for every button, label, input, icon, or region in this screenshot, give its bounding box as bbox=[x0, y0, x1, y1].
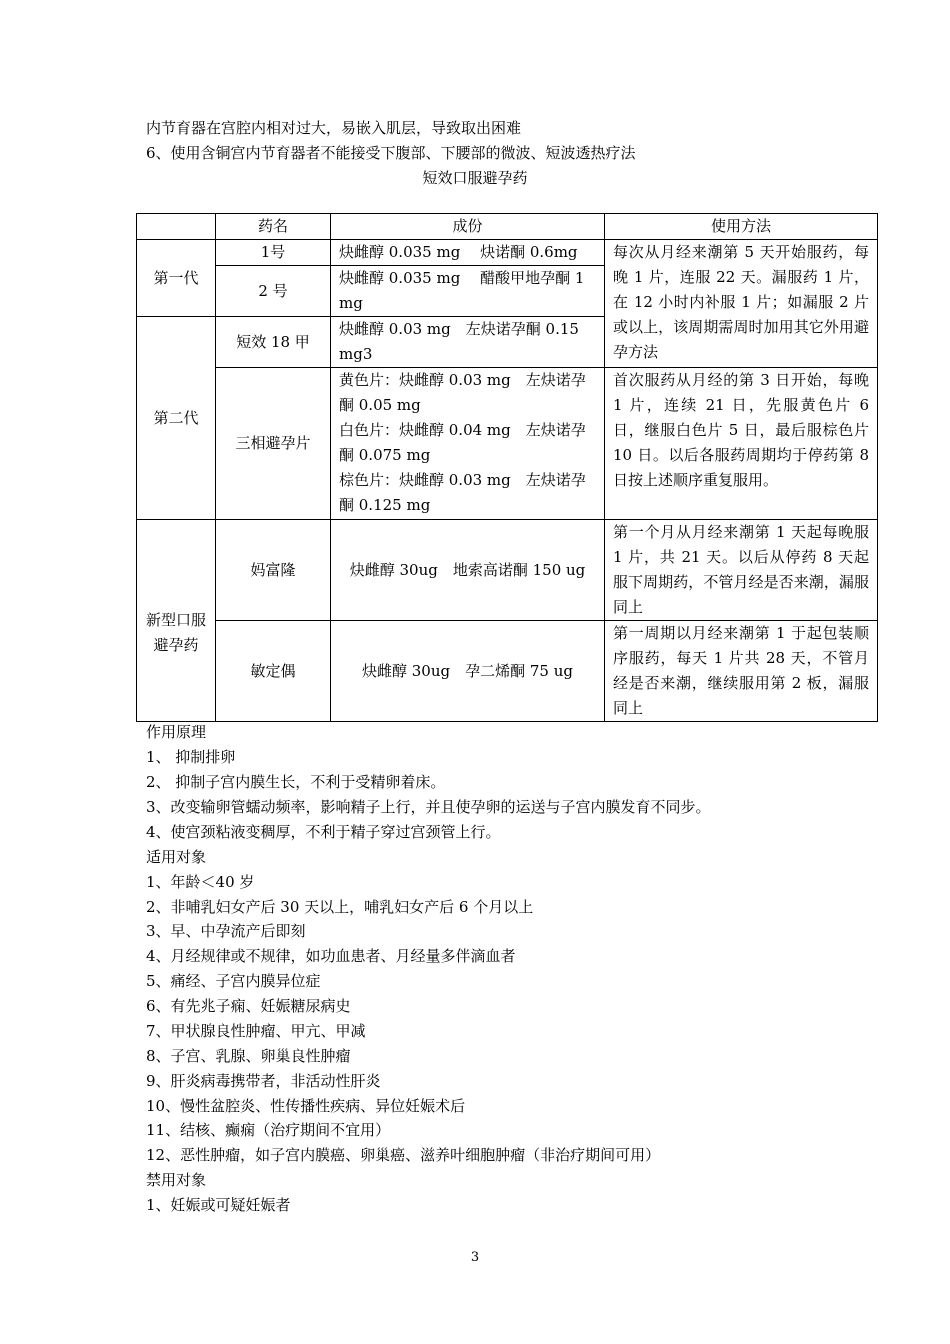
drug-ingredient: 炔雌醇 0.035 mg 醋酸甲地孕酮 1 mg bbox=[331, 266, 605, 317]
header-usage: 使用方法 bbox=[605, 214, 878, 240]
list-item: 3、早、中孕流产后即刻 bbox=[146, 922, 306, 940]
gen1-usage: 每次从月经来潮第 5 天开始服药，每晚 1 片，连服 22 天。漏服药 1 片，在 12 小时内补服 1 片；如漏服 2 片或以上，该周期需周时加用其它外用避孕方法 bbox=[605, 240, 878, 368]
list-item: 1、妊娠或可疑妊娠者 bbox=[146, 1196, 291, 1214]
list-item: 1、 抑制排卵 bbox=[146, 748, 236, 766]
list-item: 9、肝炎病毒携带者，非活动性肝炎 bbox=[146, 1072, 381, 1090]
list-item: 2、非哺乳妇女产后 30 天以上，哺乳妇女产后 6 个月以上 bbox=[146, 898, 534, 916]
drug-ingredient: 炔雌醇 0.03 mg 左炔诺孕酮 0.15 mg3 bbox=[331, 317, 605, 368]
list-item: 11、结核、癫痫（治疗期间不宜用） bbox=[146, 1121, 391, 1139]
header-ingredients: 成份 bbox=[331, 214, 605, 240]
list-item: 4、使宫颈粘液变稠厚，不利于精子穿过宫颈管上行。 bbox=[146, 823, 501, 841]
ingredient-line-white: 白色片：炔雌醇 0.04 mg 左炔诺孕酮 0.075 mg bbox=[339, 421, 586, 464]
gen1-label: 第一代 bbox=[137, 240, 216, 317]
drug-name: 妈富隆 bbox=[216, 520, 331, 621]
ingredient-line-brown: 棕色片：炔雌醇 0.03 mg 左炔诺孕酮 0.125 mg bbox=[339, 471, 586, 514]
table-row bbox=[137, 520, 878, 621]
table-row bbox=[137, 621, 878, 722]
header-drug-name: 药名 bbox=[216, 214, 331, 240]
drug-usage: 第一周期以月经来潮第 1 于起包装顺序服药，每天 1 片共 28 天，不管月经是否来潮，继续服用第 2 板，漏服同上 bbox=[605, 621, 878, 722]
drug-name: 敏定偶 bbox=[216, 621, 331, 722]
drug-ingredient: 炔雌醇 30ug 孕二烯酮 75 ug bbox=[331, 621, 605, 722]
intro-line-2: 6、使用含铜宫内节育器者不能接受下腹部、下腰部的微波、短波透热疗法 bbox=[146, 144, 636, 162]
table-header-row bbox=[137, 214, 878, 240]
drug-ingredient: 炔雌醇 0.035 mg 炔诺酮 0.6mg bbox=[331, 240, 605, 266]
contraceptive-table bbox=[136, 213, 878, 722]
drug-name: 1号 bbox=[216, 240, 331, 266]
page-number: 3 bbox=[470, 1250, 480, 1265]
header-cell-empty bbox=[137, 214, 216, 240]
section-heading-contraindications: 禁用对象 bbox=[146, 1171, 207, 1189]
list-item: 4、月经规律或不规律，如功血患者、月经量多伴滴血者 bbox=[146, 947, 516, 965]
list-item: 7、甲状腺良性肿瘤、甲亢、甲减 bbox=[146, 1022, 366, 1040]
gen3-label: 新型口服避孕药 bbox=[137, 520, 216, 722]
gen2-usage: 首次服药从月经的第 3 日开始，每晚 1 片，连续 21 日，先服黄色片 6 日，继服白色片 5 日，最后服棕色片 10 日。以后各服药周期均于停药第 8 日按上述顺序重复服用。 bbox=[605, 368, 878, 520]
ingredient-line-yellow: 黄色片：炔雌醇 0.03 mg 左炔诺孕酮 0.05 mg bbox=[339, 371, 586, 414]
list-item: 1、年龄＜40 岁 bbox=[146, 873, 255, 891]
table-title: 短效口服避孕药 bbox=[422, 169, 528, 187]
list-item: 8、子宫、乳腺、卵巢良性肿瘤 bbox=[146, 1047, 351, 1065]
list-item: 10、慢性盆腔炎、性传播性疾病、异位妊娠术后 bbox=[146, 1097, 466, 1115]
gen2-label: 第二代 bbox=[137, 317, 216, 520]
list-item: 3、改变输卵管蠕动频率，影响精子上行，并且使孕卵的运送与子宫内膜发育不同步。 bbox=[146, 798, 711, 816]
drug-name: 2 号 bbox=[216, 266, 331, 317]
list-item: 6、有先兆子痫、妊娠糖尿病史 bbox=[146, 997, 351, 1015]
list-item: 2、 抑制子宫内膜生长，不利于受精卵着床。 bbox=[146, 773, 446, 791]
drug-name: 短效 18 甲 bbox=[216, 317, 331, 368]
list-item: 5、痛经、子宫内膜异位症 bbox=[146, 972, 321, 990]
section-heading-indications: 适用对象 bbox=[146, 848, 207, 866]
intro-line-1: 内节育器在宫腔内相对过大，易嵌入肌层，导致取出困难 bbox=[146, 119, 522, 137]
drug-usage: 第一个月从月经来潮第 1 天起每晚服 1 片，共 21 天。以后从停药 8 天起服下周期药，不管月经是否来潮，漏服同上 bbox=[605, 520, 878, 621]
table-row bbox=[137, 240, 878, 266]
list-item: 12、恶性肿瘤，如子宫内膜癌、卵巢癌、滋养叶细胞肿瘤（非治疗期间可用） bbox=[146, 1146, 661, 1164]
drug-ingredient bbox=[331, 368, 605, 520]
section-heading-mechanism: 作用原理 bbox=[146, 723, 207, 741]
drug-name: 三相避孕片 bbox=[216, 368, 331, 520]
table-row bbox=[137, 368, 878, 520]
drug-ingredient: 炔雌醇 30ug 地索高诺酮 150 ug bbox=[331, 520, 605, 621]
